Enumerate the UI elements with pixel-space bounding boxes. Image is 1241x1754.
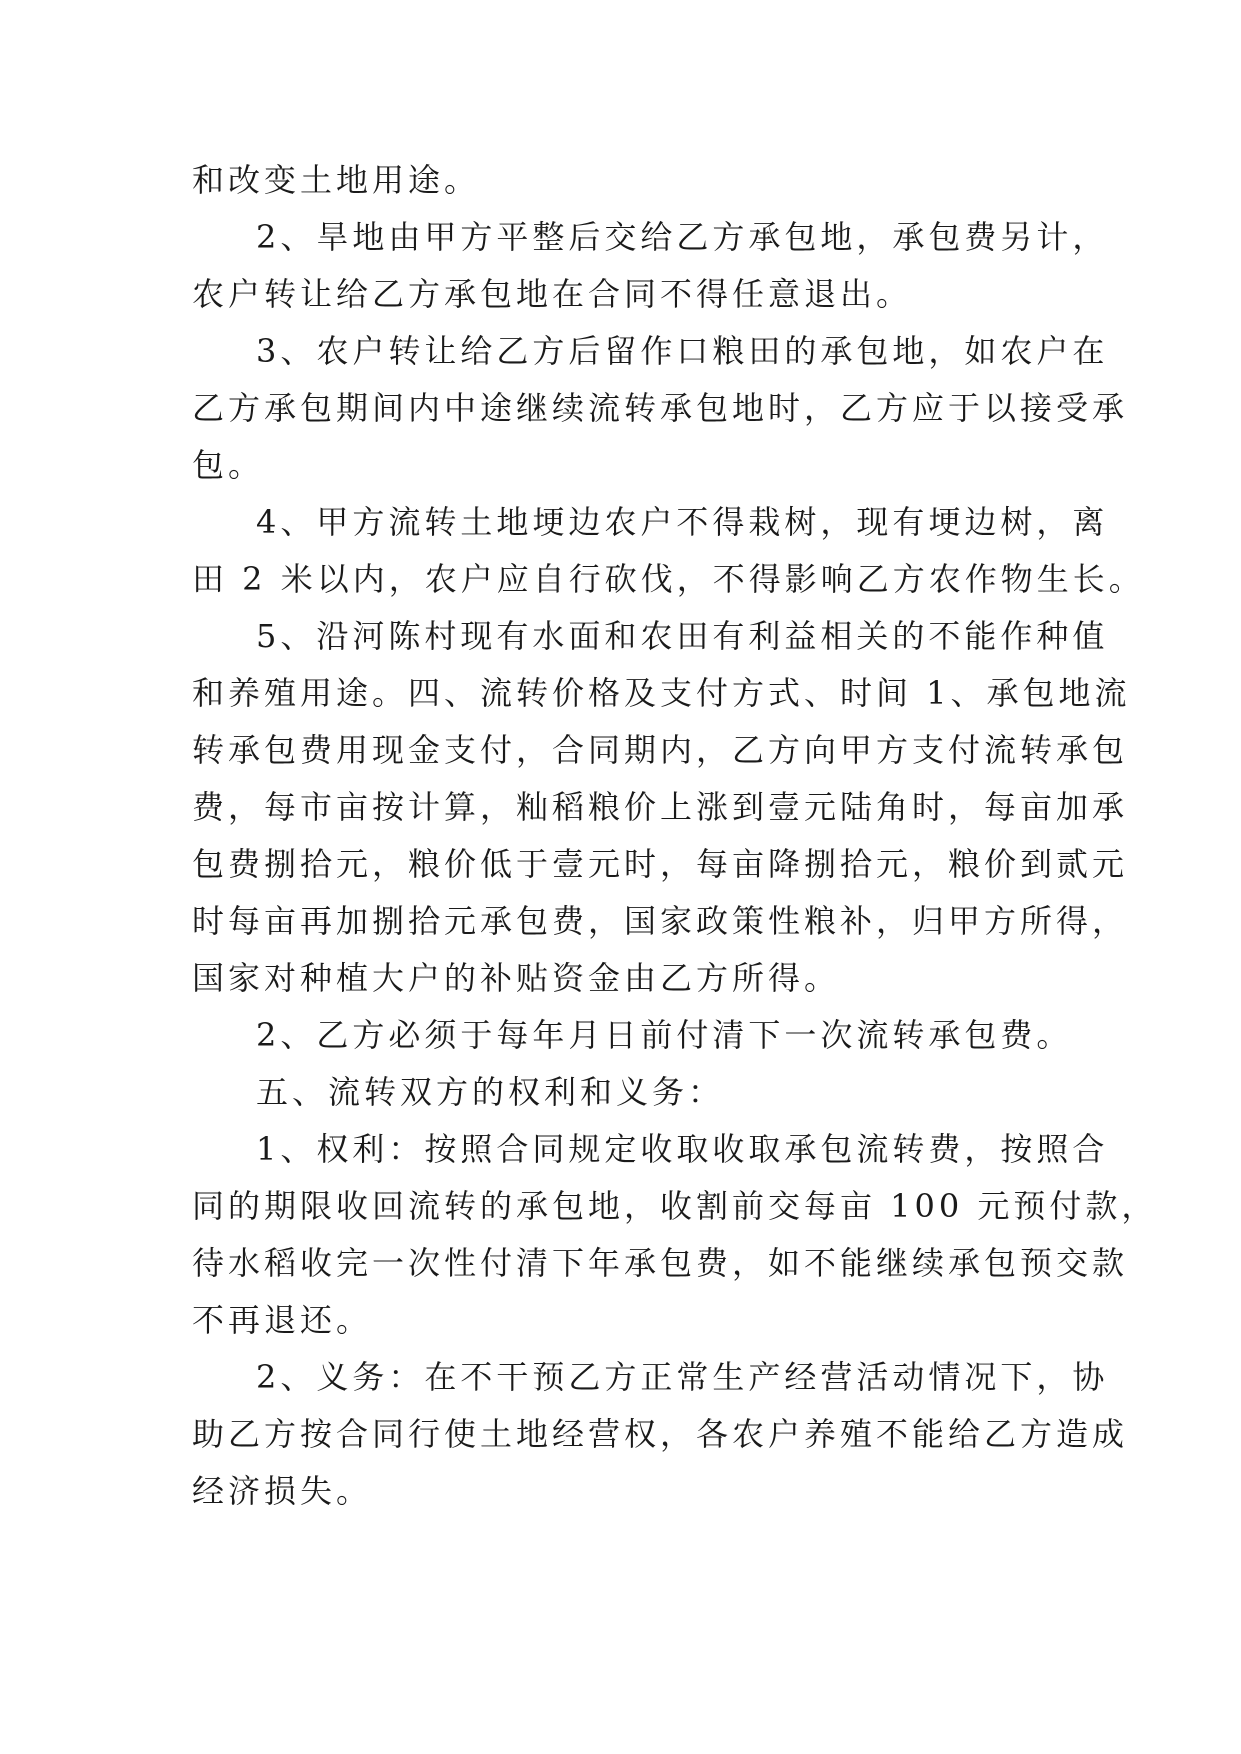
text-line: 转承包费用现金支付，合同期内，乙方向甲方支付流转承包 [192, 731, 1129, 769]
text-line: 包。 [192, 446, 265, 484]
text-line: 经济损失。 [192, 1472, 373, 1510]
text-line: 同的期限收回流转的承包地，收割前交每亩 100 元预付款， [192, 1187, 1158, 1225]
text-line: 4、甲方流转土地埂边农户不得栽树，现有埂边树，离 [256, 503, 1109, 541]
text-line: 5、沿河陈村现有水面和农田有利益相关的不能作种值 [256, 617, 1109, 655]
text-line: 五、流转双方的权利和义务： [256, 1073, 725, 1111]
text-line: 包费捌拾元，粮价低于壹元时，每亩降捌拾元，粮价到贰元 [192, 845, 1129, 883]
document-body [192, 152, 1158, 1520]
text-line: 助乙方按合同行使土地经营权，各农户养殖不能给乙方造成 [192, 1415, 1129, 1453]
text-line: 时每亩再加捌拾元承包费，国家政策性粮补，归甲方所得， [192, 902, 1129, 940]
text-line: 和养殖用途。四、流转价格及支付方式、时间 1、承包地流 [192, 674, 1131, 712]
text-line: 2、乙方必须于每年月日前付清下一次流转承包费。 [256, 1016, 1073, 1054]
text-line: 和改变土地用途。 [192, 161, 481, 199]
text-line: 不再退还。 [192, 1301, 373, 1339]
text-line: 费，每市亩按计算，籼稻粮价上涨到壹元陆角时，每亩加承 [192, 788, 1129, 826]
text-line: 待水稻收完一次性付清下年承包费，如不能继续承包预交款 [192, 1244, 1129, 1282]
text-line: 1、权利：按照合同规定收取收取承包流转费，按照合 [256, 1130, 1109, 1168]
text-line: 农户转让给乙方承包地在合同不得任意退出。 [192, 275, 913, 313]
text-line: 3、农户转让给乙方后留作口粮田的承包地，如农户在 [256, 332, 1109, 370]
text-line: 乙方承包期间内中途继续流转承包地时，乙方应于以接受承 [192, 389, 1129, 427]
text-line: 2、旱地由甲方平整后交给乙方承包地，承包费另计， [256, 218, 1109, 256]
text-line: 田 2 米以内，农户应自行砍伐，不得影响乙方农作物生长。 [192, 560, 1145, 598]
text-line: 国家对种植大户的补贴资金由乙方所得。 [192, 959, 841, 997]
text-line: 2、义务：在不干预乙方正常生产经营活动情况下，协 [256, 1358, 1109, 1396]
